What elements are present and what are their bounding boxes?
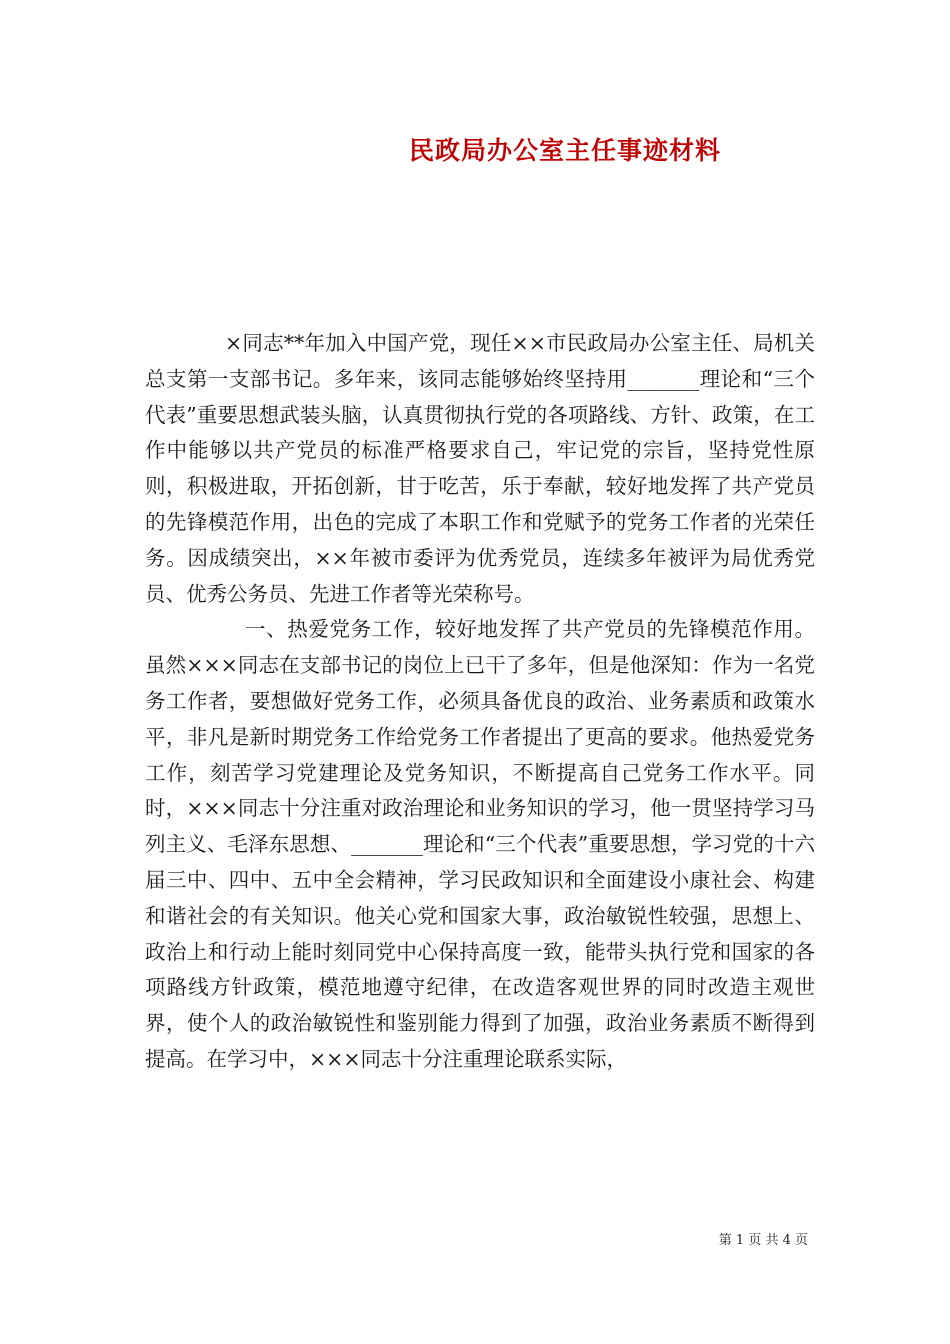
page-footer: [0, 1232, 808, 1250]
body-paragraph: 一、热爱党务工作，较好地发挥了共产党员的先锋模范作用。虽然×××同志在支部书记的岗位上已干了多年，但是他深知：作为一名党务工作者，要想做好党务工作，必须具备优良的政治、业务素质和政策水平，非凡是新时期党务工作给党务工作者提出了更高的要求。他热爱党务工作，刻苦学习党建理论及党务知识，不断提高自己党务工作水平。同时，×××同志十分注重对政治理论和业务知识的学习，他一贯坚持学习马列主义、毛泽东思想、_______理论和“三个代表”重要思想，学习党的十六届三中、四中、五中全会精神，学习民政知识和全面建设小康社会、构建和谐社会的有关知识。他关心党和国家大事，政治敏锐性较强，思想上、政治上和行动上能时刻同党中心保持高度一致，能带头执行党和国家的各项路线方针政策，模范地遵守纪律，在改造客观世界的同时改造主观世界，使个人的政治敏锐性和鉴别能力得到了加强，政治业务素质不断得到提高。在学习中，×××同志十分注重理论联系实际，: [145, 617, 815, 1071]
document-body: [145, 326, 815, 1078]
body-paragraph: ×同志**年加入中国产党，现任××市民政局办公室主任、局机关总支第一支部书记。多年来，该同志能够始终坚持用_______理论和“三个代表”重要思想武装头脑，认真贯彻执行党的各项路线、方针、政策，在工作中能够以共产党员的标准严格要求自己，牢记党的宗旨，坚持党性原则，积极进取，开拓创新，甘于吃苦，乐于奉献，较好地发挥了共产党员的先锋模范作用，出色的完成了本职工作和党赋予的党务工作者的光荣任务。因成绩突出，××年被市委评为优秀党员，连续多年被评为局优秀党员、优秀公务员、先进工作者等光荣称号。: [145, 331, 815, 606]
document-title-text: 民政局办公室主任事迹材料: [408, 136, 721, 165]
page-number-label: 第 1 页 共 4 页: [718, 1233, 808, 1248]
document-title: [0, 134, 950, 168]
